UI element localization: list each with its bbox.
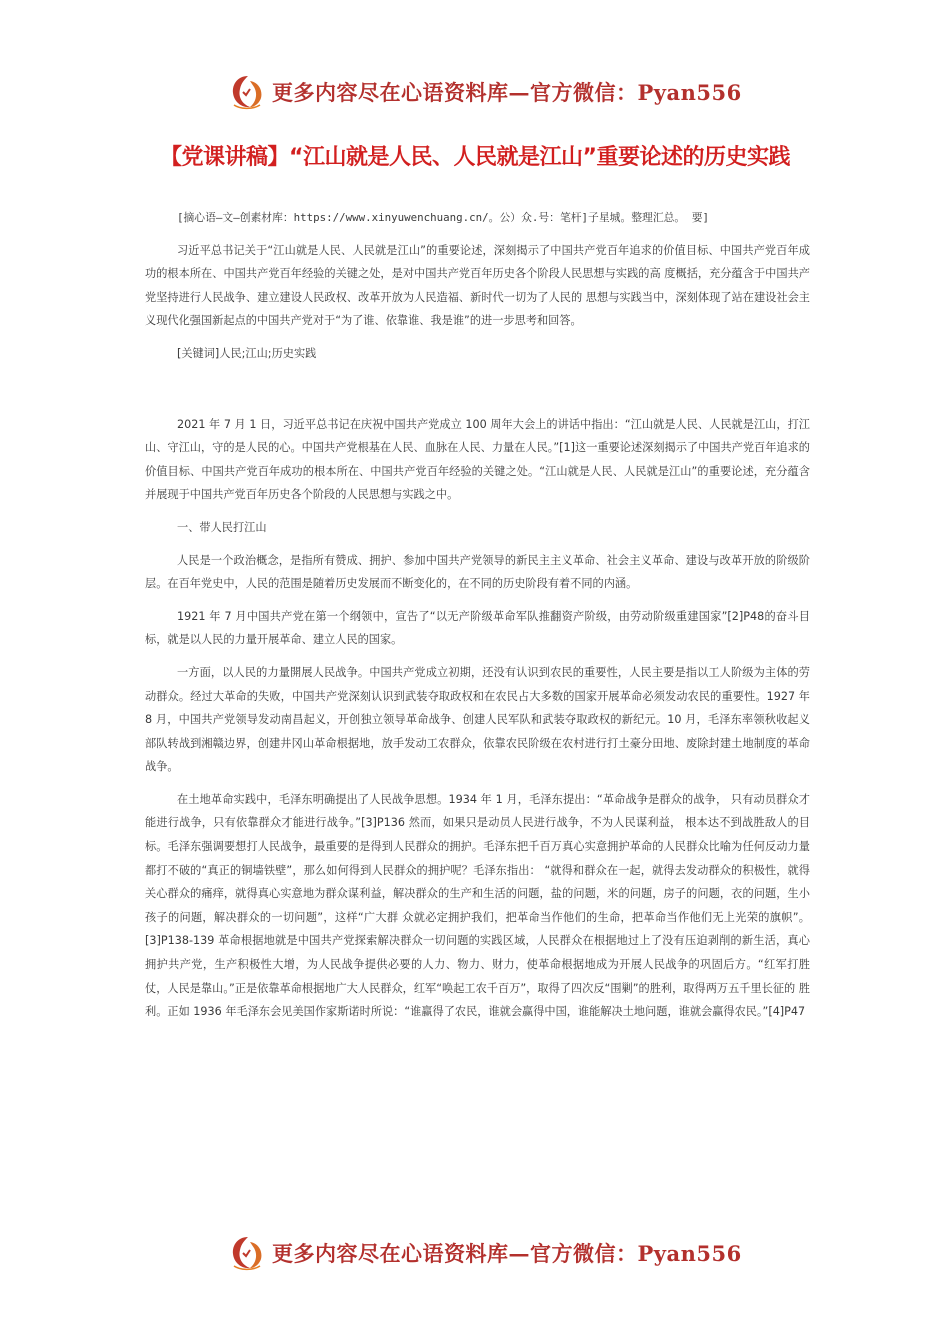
brand-logo-icon [228,72,268,112]
body-paragraph: 人民是一个政治概念，是指所有赞成、拥护、参加中国共产党领导的新民主主义革命、社会主义革命、建设与改革开放的阶级阶层。在百年党史中，人民的范围是随着历史发展而不断变化的，在不同的历史阶段有着不同的内涵。 [145,553,810,591]
body-paragraph: 2021 年 7 月 1 日，习近平总书记在庆祝中国共产党成立 100 周年大会上的讲话中指出：“江山就是人民、人民就是江山，打江山、守江山，守的是人民的心。中国共产党根基在人民、血脉在人民、力量在人民。”[1]这一重要论述深刻揭示了中国共产党百年追求的价值目标、中国共产党百年成功的根本所在、中国共产党百年经验的关键之处。“江山就是人民、人民就是江山”的重要论述，充分蕴含并展现于中国共产党百年历史各个阶段的人民思想与实践之中。 [145,417,810,502]
document-body [145,206,810,1024]
header-banner [228,70,748,114]
footer-banner [228,1231,748,1275]
body-paragraph: 1921 年 7 月中国共产党在第一个纲领中，宣告了“以无产阶级革命军队推翻资产阶级，由劳动阶级重建国家”[2]P48的奋斗目标，就是以人民的力量开展革命、建立人民的国家。 [145,609,810,647]
banner-text: 更多内容尽在心语资料库—官方微信：Pyan556 [272,80,742,105]
brand-logo-icon [228,1233,268,1273]
section-heading: 一、带人民打江山 [177,520,267,534]
body-paragraph: 一方面，以人民的力量開展人民战争。中国共产党成立初期，还没有认识到农民的重要性，人民主要是指以工人阶级为主体的劳动群众。经过大革命的失败，中国共产党深刻认识到武装夺取政权和在农民占大多数的国家开展革命必须发动农民的重要性。1927 年 8 月，中国共产党领导发动南昌起义，开创独立领导革命战争、创建人民军队和武装夺取政权的新纪元。10 月，毛泽东率领秋收起义部队转战到湘赣边界，创建井冈山革命根据地，放手发动工农群众，依靠农民阶级在农村进行打土豪分田地、废除封建土地制度的革命战争。 [145,665,810,774]
banner-text: 更多内容尽在心语资料库—官方微信：Pyan556 [272,1241,742,1266]
document-title: 【党课讲稿】“江山就是人民、人民就是江山”重要论述的历史实践 [160,145,790,170]
abstract-label: [摘心语—文—创素材库：https://www.xinyuwenchuang.cn/。公）众.号：笔杆]子星城。整理汇总。 要] [177,211,710,224]
abstract-paragraph: 习近平总书记关于“江山就是人民、人民就是江山”的重要论述，深刻揭示了中国共产党百年追求的价值目标、中国共产党百年成功的根本所在、中国共产党百年经验的关键之处，是对中国共产党百年历史各个阶段人民思想与实践的高 度概括，充分蕴含于中国共产党坚持进行人民战争、建立建设人民政权、改革开放为人民造福、新时代一切为了人民的 思想与实践当中，深刻体现了站在建设社会主义现代化强国新起点的中国共产党对于“为了谁、依靠谁、我是谁”的进一步思考和回答。 [145,243,810,328]
body-paragraph: 在土地革命实践中，毛泽东明确提出了人民战争思想。1934 年 1 月，毛泽东提出：“革命战争是群众的战争， 只有动员群众才能进行战争，只有依靠群众才能进行战争。”[3]P136 然而，如果只是动员人民进行战争，不为人民谋利益， 根本达不到战胜敌人的目标。毛泽东强调要想打人民战争，最重要的是得到人民群众的拥护。毛泽东把千百万真心实意拥护革命的人民群众比喻为任何反动力量都打不破的“真正的铜墙铁壁”，那么如何得到人民群众的拥护呢？毛泽东指出： “就得和群众在一起，就得去发动群众的积极性，就得关心群众的痛痒，就得真心实意地为群众谋利益，解决群众的生产和生活的问题，盐的问题，米的问题，房子的问题，衣的问题，生小孩子的问题，解决群众的一切问题”，这样“广大群 众就必定拥护我们，把革命当作他们的生命，把革命当作他们无上光荣的旗帜”。[3]P138-139 革命根据地就是中国共产党探索解决群众一切问题的实践区域，人民群众在根据地过上了没有压迫剥削的新生活，真心拥护共产党，生产积极性大增，为人民战争提供必要的人力、物力、财力，使革命根据地成为开展人民战争的巩固后方。“红军打胜仗，人民是靠山。”正是依靠革命根据地广大人民群众，红军“唤起工农千百万”，取得了四次反“围剿”的胜利，取得两万五千里长征的 胜利。正如 1936 年毛泽东会见美国作家斯诺时所说：“谁赢得了农民，谁就会赢得中国，谁能解决土地问题，谁就会赢得农民。”[4]P47 [145,792,810,1019]
keywords-line: [关键词]人民;江山;历史实践 [177,346,317,360]
